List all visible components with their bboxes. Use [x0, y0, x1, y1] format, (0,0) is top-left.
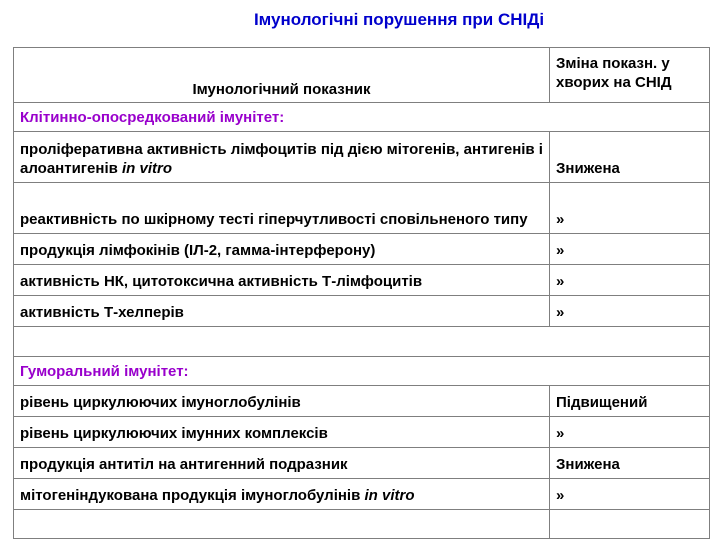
indicator-text: активність Т-хелперів: [20, 304, 184, 321]
indicator-text: мітогеніндукована продукція імуноглобулінів: [20, 487, 365, 504]
empty-cell: [550, 510, 710, 539]
change-cell: »: [550, 265, 710, 296]
indicator-cell: [14, 265, 550, 296]
section-row-humoral: [14, 357, 710, 386]
table-row: [14, 479, 710, 510]
change-cell: »: [550, 234, 710, 265]
column-header-change: Зміна показн. у хворих на СНІД: [550, 48, 710, 103]
page-title: Імунологічні порушення при СНІДі: [253, 10, 545, 29]
indicator-text: реактивність по шкірному тесті гіперчутливості сповільненого типу: [20, 211, 528, 228]
indicator-text-italic: in vitro: [122, 160, 173, 177]
spacer-row: [14, 327, 710, 357]
table-row: [14, 265, 710, 296]
indicator-cell: [14, 132, 550, 183]
table-row: [14, 386, 710, 417]
section-row-cellular: [14, 103, 710, 132]
section-heading-cellular: Клітинно-опосредкований імунітет:: [14, 103, 710, 132]
indicator-text: активність НК, цитотоксична активність Т-лімфоцитів: [20, 273, 423, 290]
indicator-text: продукція антитіл на антигенний подразник: [20, 456, 348, 473]
indicator-cell: [14, 183, 550, 234]
indicator-cell: [14, 296, 550, 327]
table-row: [14, 296, 710, 327]
change-cell: »: [550, 479, 710, 510]
indicator-cell: [14, 386, 550, 417]
change-cell: Знижена: [550, 448, 710, 479]
indicator-text: продукція лімфокінів (ІЛ-2, гамма-інтерферону): [20, 242, 376, 259]
indicator-text: рівень циркулюючих імунних комплексів: [20, 425, 328, 442]
column-header-indicator: Імунологічний показник: [14, 48, 550, 103]
indicator-text: проліферативна активність лімфоцитів під дією мітогенів, антигенів і алоантигенів: [20, 141, 543, 177]
table-row: [14, 132, 710, 183]
immunology-table: [13, 47, 710, 539]
spacer-cell: [14, 327, 710, 357]
change-cell: »: [550, 417, 710, 448]
indicator-cell: [14, 479, 550, 510]
indicator-text-italic: in vitro: [364, 487, 415, 504]
table-row: [14, 183, 710, 234]
table-row: [14, 234, 710, 265]
change-cell: Підвищений: [550, 386, 710, 417]
empty-row: [14, 510, 710, 539]
table-row: [14, 448, 710, 479]
indicator-cell: [14, 234, 550, 265]
section-heading-humoral: Гуморальний імунітет:: [14, 357, 710, 386]
change-cell: »: [550, 183, 710, 234]
indicator-text: рівень циркулюючих імуноглобулінів: [20, 394, 301, 411]
table-row: [14, 417, 710, 448]
indicator-cell: [14, 448, 550, 479]
indicator-cell: [14, 417, 550, 448]
change-cell: Знижена: [550, 132, 710, 183]
empty-cell: [14, 510, 550, 539]
table-header-row: [14, 48, 710, 103]
change-cell: »: [550, 296, 710, 327]
